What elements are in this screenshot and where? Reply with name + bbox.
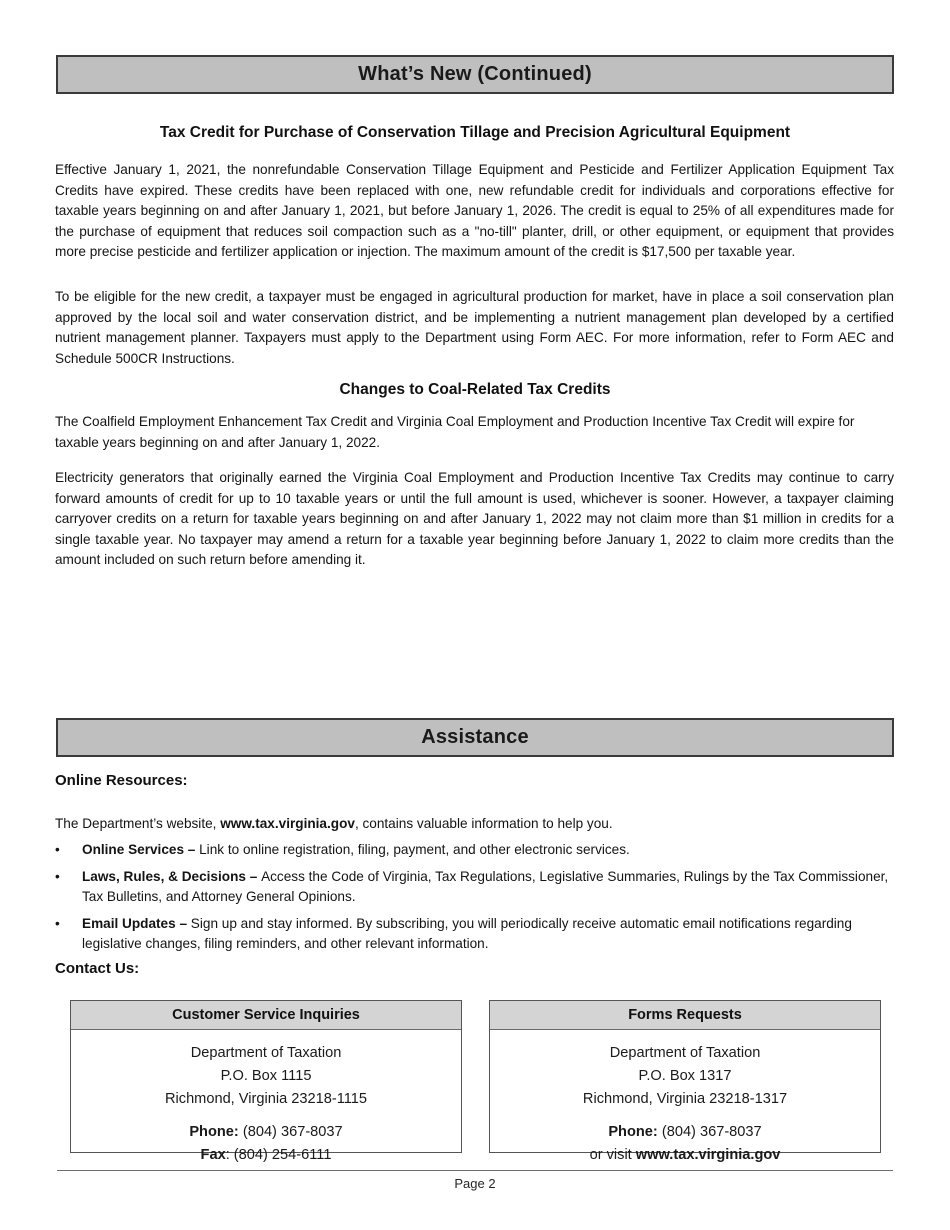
bullet-icon: • bbox=[55, 915, 60, 931]
contact-phone-block bbox=[490, 1121, 880, 1167]
contact-box-title: Forms Requests bbox=[490, 1001, 880, 1030]
paragraph-tillage-2: To be eligible for the new credit, a taxpayer must be engaged in agricultural production for market, have in place a soil conservation plan approved by the local soil and water conservation district, and be implementing a nutrient management plan developed by a certified nutrient management planner. Taxpayers must apply to the Department using Form AEC. For more information, refer to Form AEC and Schedule 500CR Instructions. bbox=[55, 289, 894, 366]
phone-line bbox=[71, 1121, 461, 1144]
bullet-icon: • bbox=[55, 868, 60, 884]
phone-number: (804) 367-8037 bbox=[657, 1124, 762, 1140]
paragraph-website-intro bbox=[55, 814, 894, 834]
online-resources-list bbox=[55, 840, 894, 961]
fax-label: Fax bbox=[200, 1147, 226, 1163]
website-intro-suffix: , contains valuable information to help you. bbox=[354, 816, 613, 831]
heading-coal-credits: Changes to Coal-Related Tax Credits bbox=[339, 381, 611, 398]
section-banner-title: What’s New (Continued) bbox=[358, 63, 592, 85]
address-line: Department of Taxation bbox=[190, 1045, 342, 1061]
list-item-term: Laws, Rules, & Decisions – bbox=[82, 868, 262, 884]
list-item-text: Sign up and stay informed. By subscribing, you will periodically receive automatic email notifications regarding legislative changes, filing reminders, and other relevant information. bbox=[82, 915, 852, 951]
subheading-online-resources: Online Resources: bbox=[55, 772, 188, 789]
paragraph-tillage-1: Effective January 1, 2021, the nonrefundable Conservation Tillage Equipment and Pesticide and Fertilizer Application Equipment Tax Credits have expired. These credits have been replaced with one, new refundable credit for individuals and corporations effective for taxable years beginning on and after January 1, 2021, but before January 1, 2026. The credit is equal to 25% of all expenditures made for the purchase of equipment that reduces soil compaction such as a "no-till" planter, drill, or other equipment, or equipment that provides more precise pesticide and fertilizer application or injection. The maximum amount of the credit is $17,500 per taxable year. bbox=[55, 162, 894, 260]
list-item bbox=[55, 914, 894, 955]
list-item-term: Online Services – bbox=[82, 842, 200, 857]
paragraph-coal-2: Electricity generators that originally earned the Virginia Coal Employment and Production Incentive Tax Credits may continue to carry forward amounts of credit for up to 10 taxable years or until the full amount is used, whichever is sooner. However, a taxpayer claiming carryover credits on a return for taxable years beginning on and after January 1, 2022 may not claim more than $1 million in credits for a single taxable year. No taxpayer may amend a return for a taxable year beginning before January 1, 2022 to claim more credits than the amount included on such return before amending it. bbox=[55, 470, 894, 568]
visit-website-line bbox=[490, 1144, 880, 1167]
address-line: P.O. Box 1317 bbox=[638, 1068, 732, 1084]
phone-label: Phone: bbox=[189, 1124, 239, 1140]
contact-box-forms-requests bbox=[489, 1000, 881, 1163]
section-banner-whats-new bbox=[56, 55, 894, 94]
heading-tillage-credit: Tax Credit for Purchase of Conservation Tillage and Precision Agricultural Equipment bbox=[159, 124, 791, 141]
footer-divider bbox=[57, 1170, 893, 1171]
contact-box-customer-service bbox=[70, 1000, 462, 1163]
address-line: Richmond, Virginia 23218-1115 bbox=[164, 1091, 367, 1107]
contact-box-body bbox=[490, 1030, 880, 1167]
fax-line bbox=[71, 1144, 461, 1167]
bullet-icon: • bbox=[55, 842, 60, 857]
address-line: P.O. Box 1115 bbox=[220, 1068, 312, 1084]
page-number-label: Page 2 bbox=[454, 1176, 496, 1191]
website-intro-prefix: The Department’s website, bbox=[55, 816, 221, 831]
website-url-link[interactable]: www.tax.virginia.gov bbox=[220, 816, 355, 831]
section-banner-title: Assistance bbox=[421, 726, 529, 748]
website-url-link[interactable]: www.tax.virginia.gov bbox=[635, 1147, 781, 1163]
address-line: Department of Taxation bbox=[609, 1045, 761, 1061]
contact-box-title: Customer Service Inquiries bbox=[71, 1001, 461, 1030]
contact-box-body bbox=[71, 1030, 461, 1167]
list-item bbox=[55, 867, 894, 908]
contact-phone-block bbox=[71, 1121, 461, 1167]
visit-prefix: or visit bbox=[589, 1147, 636, 1163]
phone-label: Phone: bbox=[608, 1124, 658, 1140]
list-item-term: Email Updates – bbox=[82, 915, 191, 931]
section-banner-assistance bbox=[56, 718, 894, 757]
fax-number: : (804) 254-6111 bbox=[225, 1147, 332, 1163]
paragraph-coal-1: The Coalfield Employment Enhancement Tax Credit and Virginia Coal Employment and Production Incentive Tax Credit will expire for taxable years beginning on and after January 1, 2022. bbox=[55, 414, 855, 450]
list-item-text: Access the Code of Virginia, Tax Regulations, Legislative Summaries, Rulings by the Tax Commissioner, Tax Bulletins, and Attorney General Opinions. bbox=[82, 868, 889, 904]
list-item-text: Link to online registration, filing, payment, and other electronic services. bbox=[199, 842, 630, 857]
phone-number: (804) 367-8037 bbox=[238, 1124, 343, 1140]
subheading-contact-us: Contact Us: bbox=[55, 960, 140, 977]
address-line: Richmond, Virginia 23218-1317 bbox=[582, 1091, 788, 1107]
phone-line bbox=[490, 1121, 880, 1144]
list-item bbox=[55, 840, 894, 861]
